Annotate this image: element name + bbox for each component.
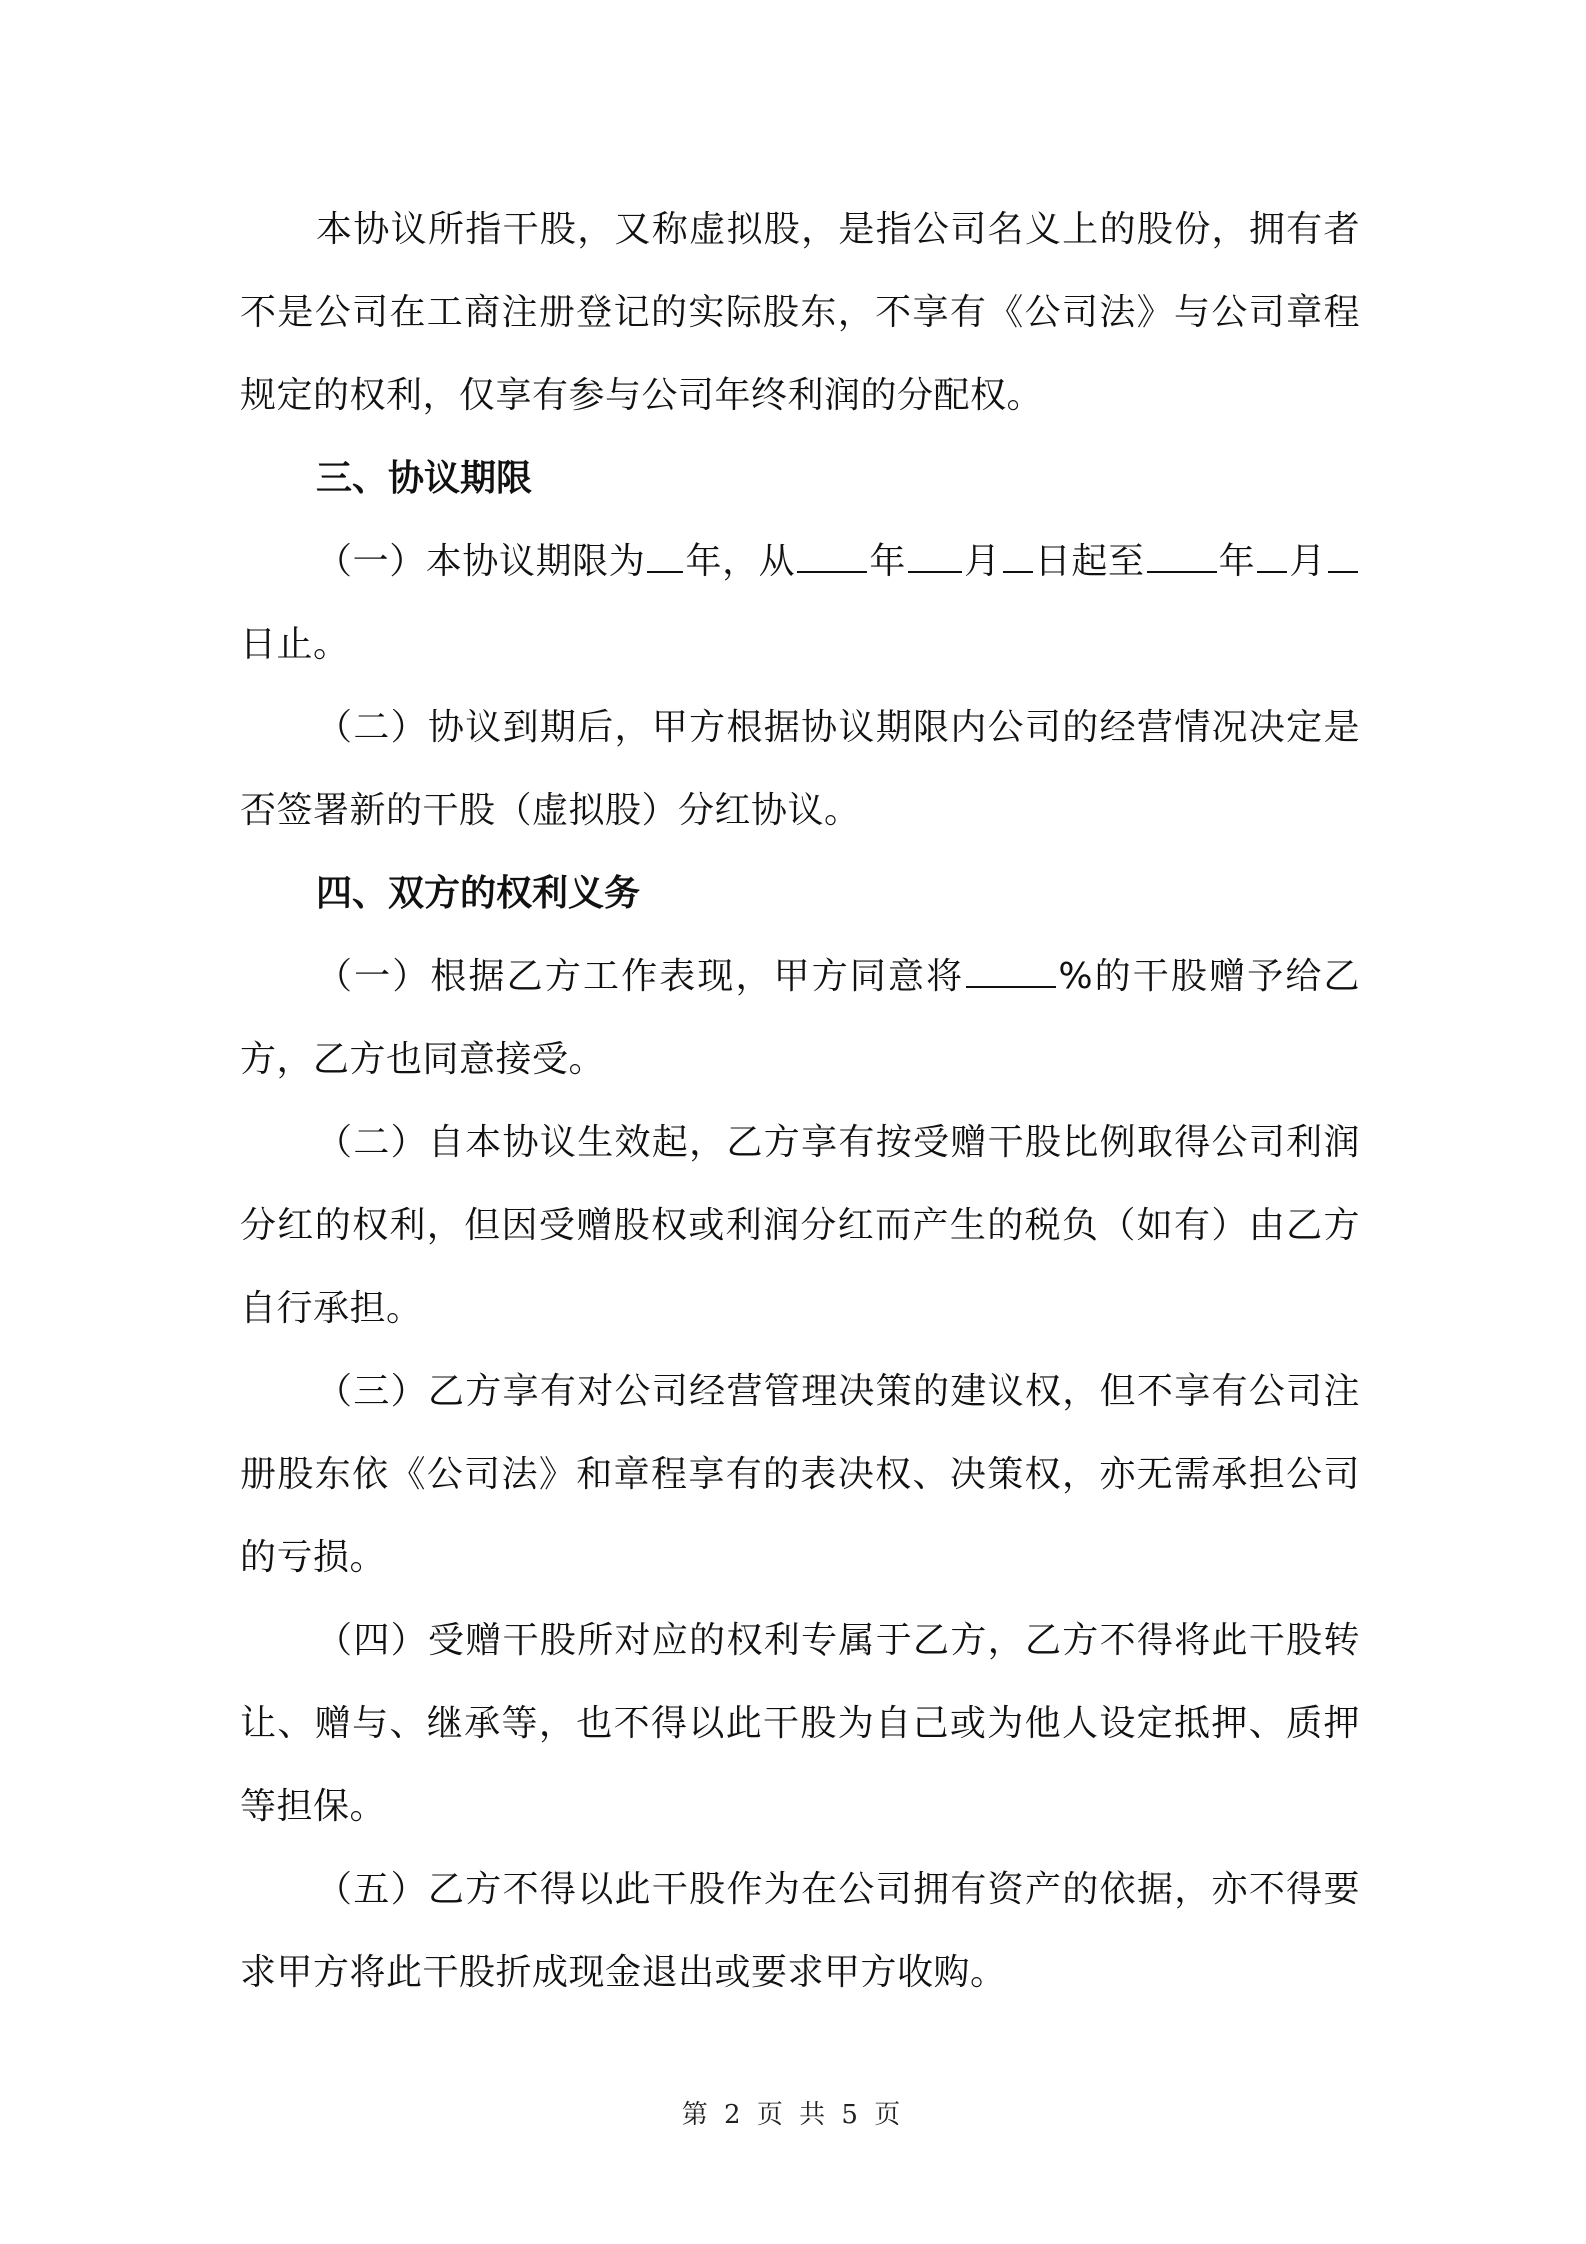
- paragraph-dividend-right: （二）自本协议生效起，乙方享有按受赠干股比例取得公司利润分红的权利，但因受赠股权或利润分红而产生的税负（如有）由乙方自行承担。: [240, 1122, 1360, 1329]
- paragraph-definition: 本协议所指干股，又称虚拟股，是指公司名义上的股份，拥有者不是公司在工商注册登记的实际股东，不享有《公司法》与公司章程规定的权利，仅享有参与公司年终利润的分配权。: [240, 209, 1360, 416]
- blank-start-year: [797, 535, 867, 573]
- blank-start-day: [1003, 535, 1033, 573]
- paragraph-advisory-right: （三）乙方享有对公司经营管理决策的建议权，但不享有公司注册股东依《公司法》和章程享有的表决权、决策权，亦无需承担公司的亏损。: [240, 1371, 1360, 1578]
- paragraph-renewal: （二）协议到期后，甲方根据协议期限内公司的经营情况决定是否签署新的干股（虚拟股）分红协议。: [240, 707, 1360, 831]
- paragraph-non-transfer: （四）受赠干股所对应的权利专属于乙方，乙方不得将此干股转让、赠与、继承等，也不得以此干股为自己或为他人设定抵押、质押等担保。: [240, 1620, 1360, 1827]
- blank-end-day: [1328, 535, 1358, 573]
- blank-percent: [966, 950, 1056, 988]
- paragraph-grant-percent: （一）根据乙方工作表现，甲方同意将 %的干股赠予给乙方，乙方也同意接受。: [240, 935, 1360, 1101]
- blank-end-month: [1257, 535, 1287, 573]
- blank-end-year: [1147, 535, 1217, 573]
- page-number-footer: 第 2 页 共 5 页: [681, 2100, 905, 2130]
- section-heading-rights: 四、双方的权利义务: [316, 873, 641, 914]
- section-heading-term: 三、协议期限: [316, 458, 533, 499]
- paragraph-no-cash-out: （五）乙方不得以此干股作为在公司拥有资产的依据，亦不得要求甲方将此干股折成现金退出或要求甲方收购。: [240, 1869, 1360, 1993]
- paragraph-term-period: （一）本协议期限为 年，从 年 月 日起至 年 月日止。: [240, 520, 1360, 686]
- body-text: [240, 188, 1360, 2014]
- blank-years: [647, 535, 683, 573]
- blank-start-month: [908, 535, 962, 573]
